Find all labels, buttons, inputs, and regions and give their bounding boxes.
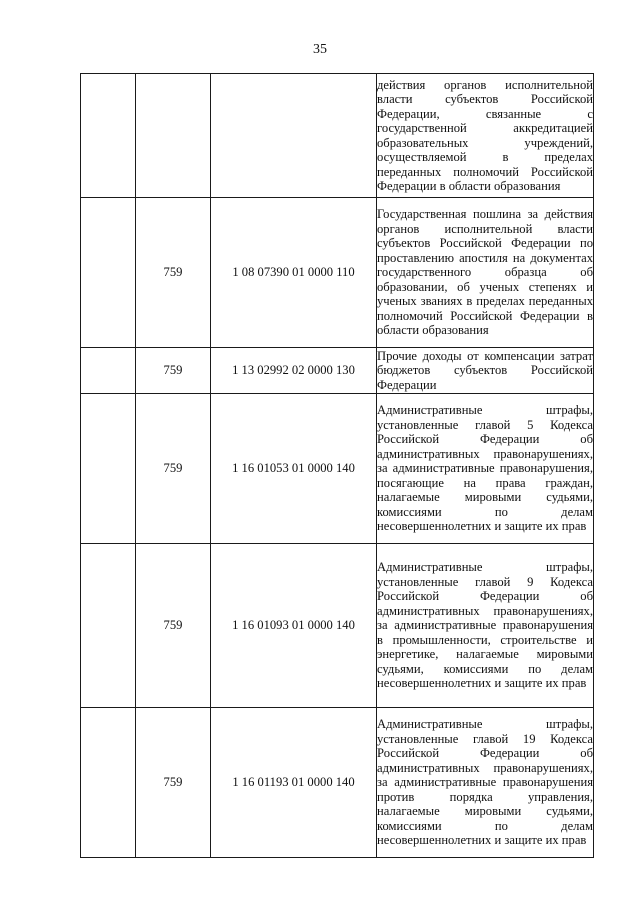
table-cell-income-code: 1 16 01093 01 0000 140 (211, 544, 377, 708)
table-row (81, 74, 594, 198)
table-cell-description (377, 544, 594, 708)
table-row (81, 348, 594, 394)
table-cell-index (81, 544, 136, 708)
table-cell-budget-code: 759 (136, 544, 211, 708)
table-cell-income-code (211, 74, 377, 198)
table-cell-description (377, 198, 594, 348)
table-cell-description (377, 348, 594, 394)
table-row (81, 544, 594, 708)
table-row (81, 394, 594, 544)
table-cell-budget-code: 759 (136, 394, 211, 544)
table-cell-income-code: 1 13 02992 02 0000 130 (211, 348, 377, 394)
description-text: Прочие доходы от компенсации затрат бюджетов субъектов Российской Федерации (377, 348, 593, 392)
table-cell-budget-code: 759 (136, 348, 211, 394)
description-text: действия органов исполнительной власти субъектов Российской Федерации, связанные с государственной аккредитацией образовательных учреждений, осуществляемой в пределах переданных полномочий Российской Федерации в области образования (377, 77, 593, 193)
table-cell-description (377, 708, 594, 858)
table-cell-description (377, 394, 594, 544)
table-cell-description (377, 74, 594, 198)
description-text: Государственная пошлина за действия органов исполнительной власти субъектов Российской Федерации по проставлению апостиля на документах государственного образца об образовании, об ученых степенях и ученых званиях в пределах переданных полномочий Российской Федерации в области образования (377, 207, 593, 338)
table-row (81, 198, 594, 348)
description-text: Административные штрафы, установленные главой 5 Кодекса Российской Федерации об административных правонарушениях, за административные правонарушения, посягающие на права граждан, налагаемые мировыми судьями, комиссиями по делам несовершеннолетних и защите их прав (377, 403, 593, 534)
table-cell-budget-code (136, 74, 211, 198)
table-cell-index (81, 348, 136, 394)
table-cell-index (81, 198, 136, 348)
page-number: 35 (313, 42, 327, 57)
income-codes-table (80, 73, 594, 858)
table-cell-income-code: 1 08 07390 01 0000 110 (211, 198, 377, 348)
table-cell-income-code: 1 16 01193 01 0000 140 (211, 708, 377, 858)
table-cell-index (81, 708, 136, 858)
table-cell-index (81, 74, 136, 198)
description-text: Административные штрафы, установленные главой 9 Кодекса Российской Федерации об административных правонарушениях, за административные правонарушения в промышленности, строительстве и энергетике, налагаемые мировыми судьями, комиссиями по делам несовершеннолетних и защите их прав (377, 560, 593, 691)
table-cell-income-code: 1 16 01053 01 0000 140 (211, 394, 377, 544)
table-cell-index (81, 394, 136, 544)
description-text: Административные штрафы, установленные главой 19 Кодекса Российской Федерации об административных правонарушениях, за административные правонарушения против порядка управления, налагаемые мировыми судьями, комиссиями по делам несовершеннолетних и защите их прав (377, 717, 593, 848)
table-cell-budget-code: 759 (136, 708, 211, 858)
table-row (81, 708, 594, 858)
table-cell-budget-code: 759 (136, 198, 211, 348)
